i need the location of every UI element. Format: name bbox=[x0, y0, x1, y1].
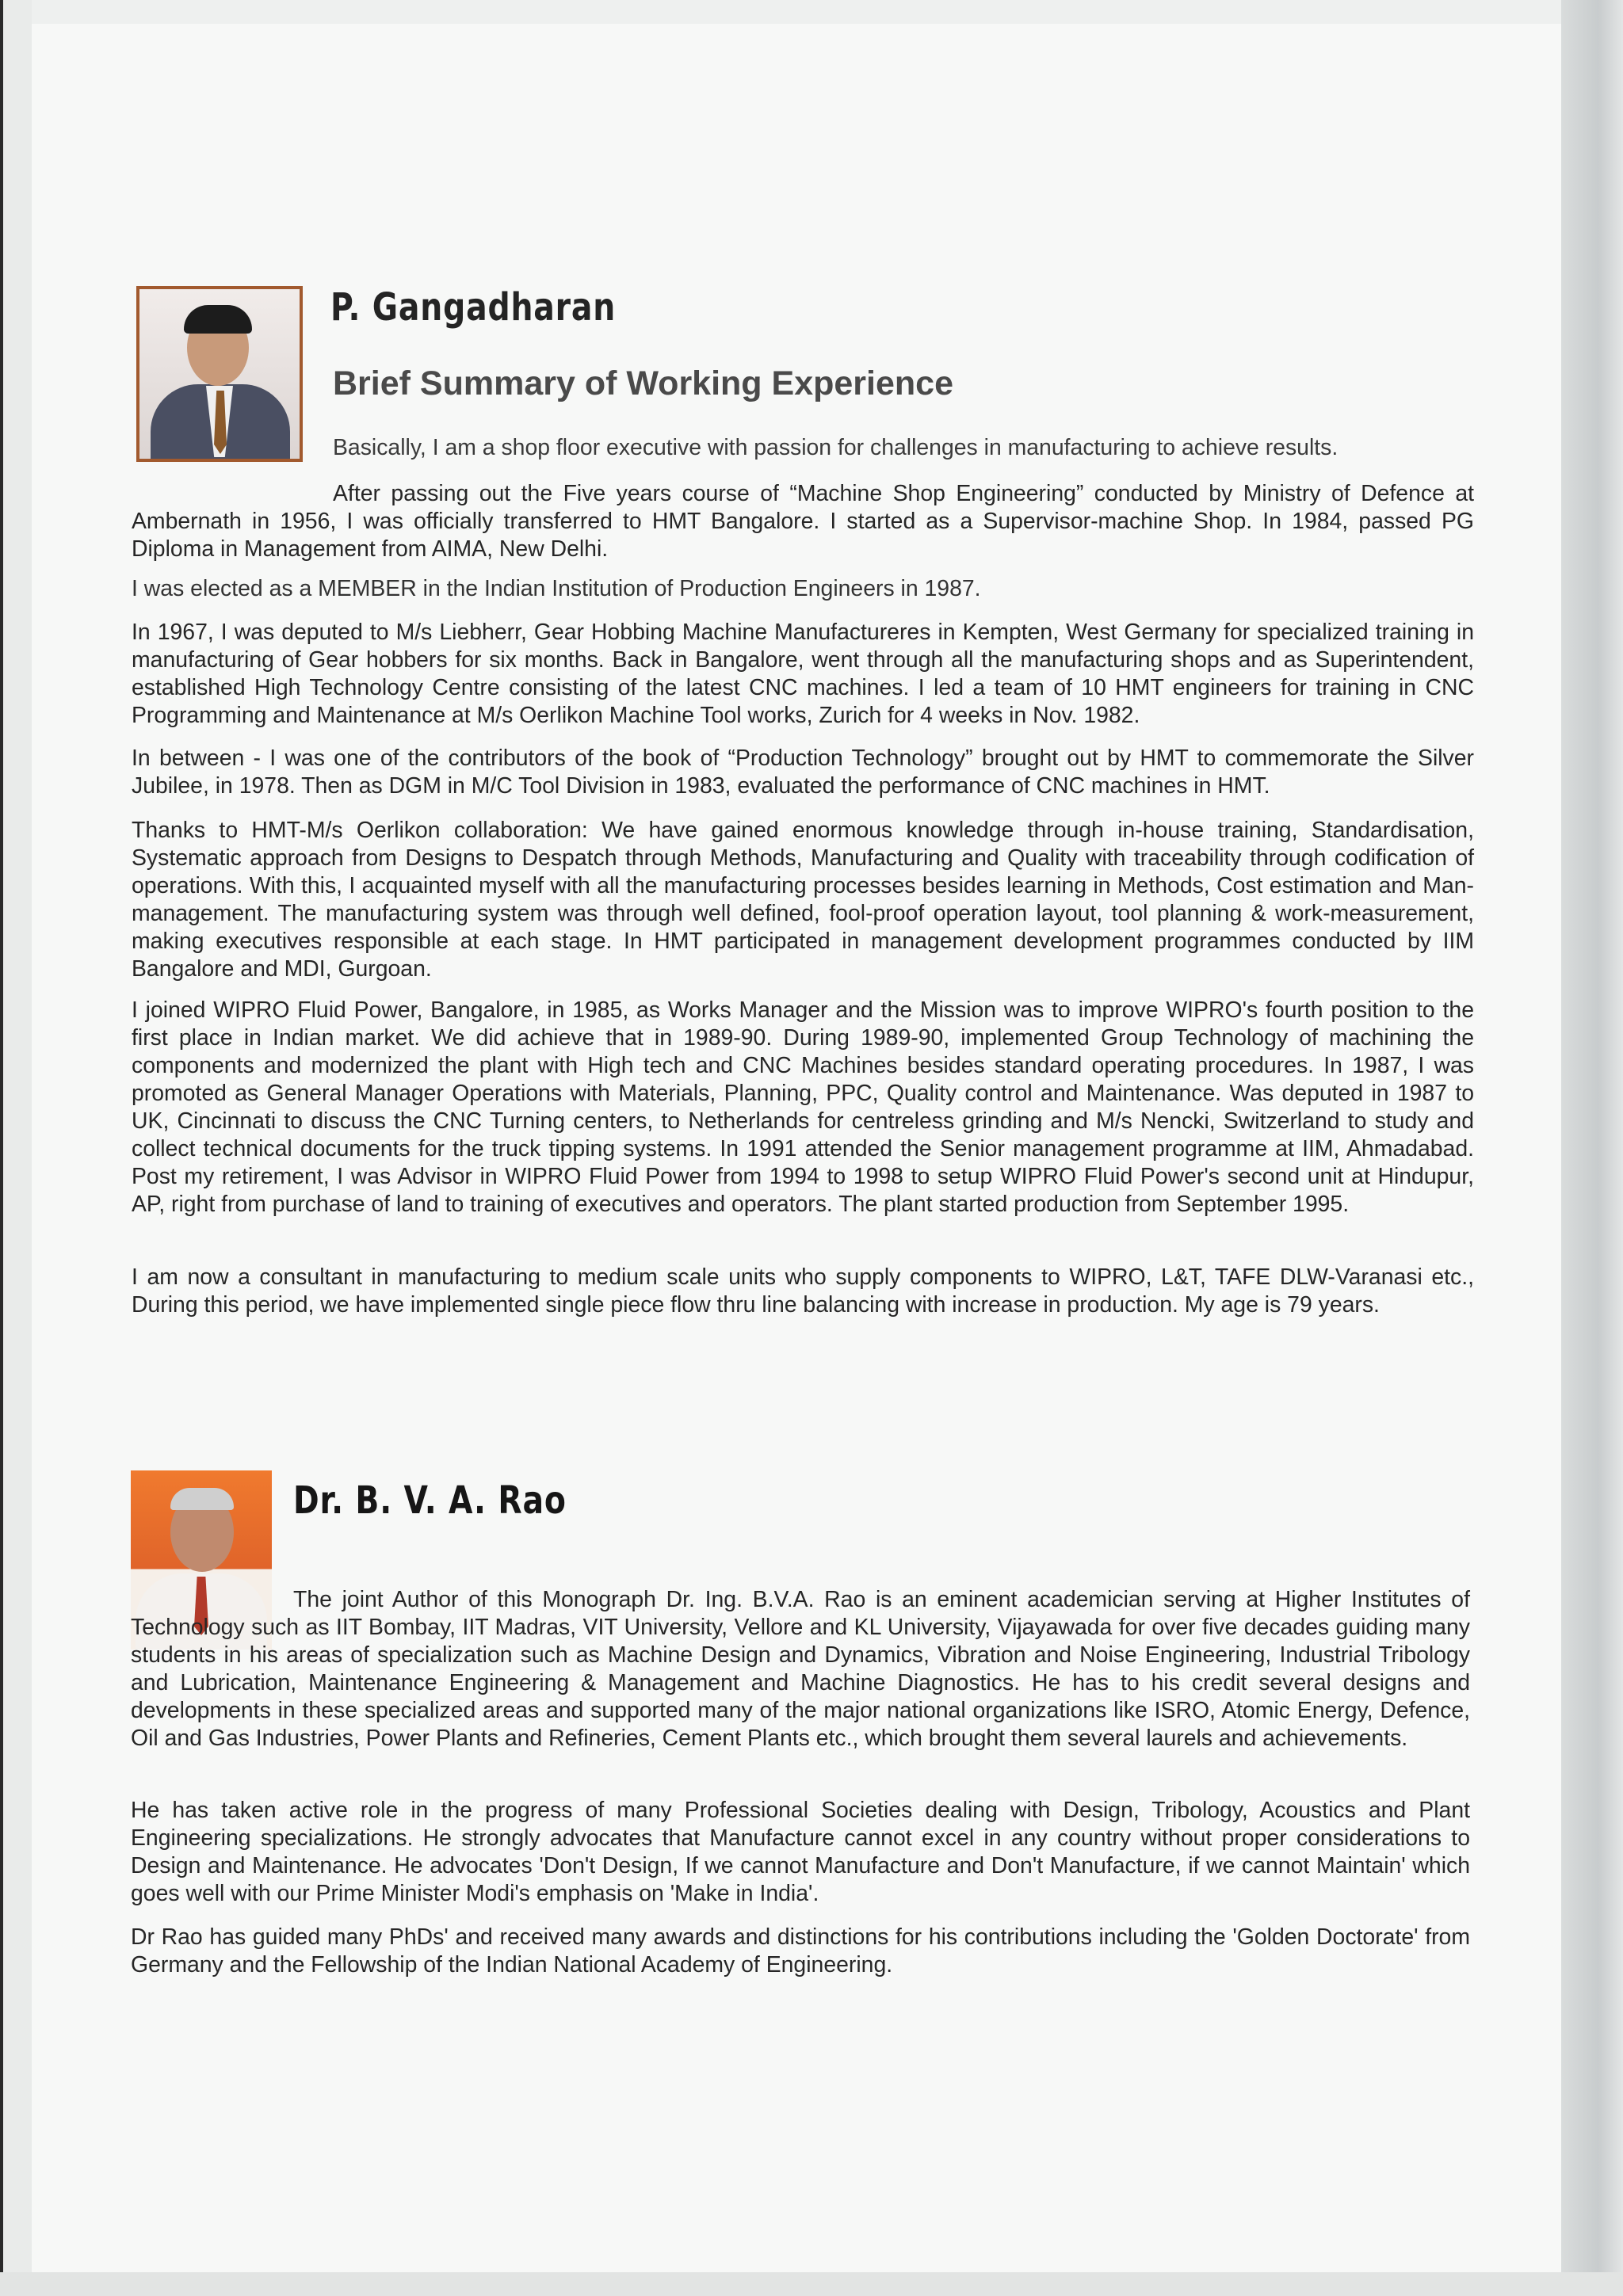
paragraph-book-contribution: In between - I was one of the contributors of the book of “Production Technology” brought out by HMT to commemorate the Silver Jubilee, in 1978. Then as DGM in M/C Tool Division in 1983, evaluated the performance of CNC machines in HMT. bbox=[132, 746, 1474, 799]
paragraph-rao-awards: Dr Rao has guided many PhDs' and received many awards and distinctions for his contributions including the 'Golden Doctorate' from Germany and the Fellowship of the Indian National Academy of Engineering. bbox=[131, 1924, 1470, 1978]
page-edge-bottom bbox=[0, 2272, 1623, 2296]
paragraph-membership: I was elected as a MEMBER in the Indian Institution of Production Engineers in 1987. bbox=[132, 576, 981, 601]
paragraph-consultant: I am now a consultant in manufacturing to medium scale units who supply components to WIPRO, L&T, TAFE DLW-Varanasi etc., During this period, we have implemented single piece flow thru line balancing with increase in production. My age is 79 years. bbox=[132, 1264, 1474, 1318]
paragraph-germany-training: In 1967, I was deputed to M/s Liebherr, Gear Hobbing Machine Manufactureres in Kempten, West Germany for specialized training in manufacturing of Gear hobbers for six months. Back in Bangalore, went through all the manufacturing shops and as Superintendent, established High Technology Centre consisting of the latest CNC machines. I led a team of 10 HMT engineers for training in CNC Programming and Maintenance at M/s Oerlikon Machine Tool works, Zurich for 4 weeks in Nov. 1982. bbox=[132, 620, 1474, 728]
page-edge-right bbox=[1561, 0, 1623, 2296]
portrait-hair bbox=[184, 305, 252, 334]
paragraph-wipro-career: I joined WIPRO Fluid Power, Bangalore, in 1985, as Works Manager and the Mission was to improve WIPRO's fourth position to the first place in Indian market. We did achieve that in 1989-90. During 1989-90, implemented Group Technology of machining the components and modernized the plant with High tech and CNC Machines besides standard operating procedures. In 1987, I was promoted as General Manager Operations with Materials, Planning, PPC, Quality control and Maintenance. Was deputed in 1987 to UK, Cincinnati to discuss the CNC Turning centers, to Netherlands for centreless grinding and M/s Nencki, Switzerland to study and collect technical documents for the truck tipping systems. In 1991 attended the Senior management programme at IIM, Ahmadabad. Post my retirement, I was Advisor in WIPRO Fluid Power from 1994 to 1998 to setup WIPRO Fluid Power's second unit at Hindupur, AP, right from purchase of land to training of executives and operators. The plant started production from September 1995. bbox=[132, 997, 1474, 1217]
portrait-photo-gangadharan bbox=[136, 286, 303, 462]
paragraph-education: After passing out the Five years course of “Machine Shop Engineering” conducted by Ministry of Defence at Ambernath in 1956, I was officially transferred to HMT Bangalore. I started as a Supervisor-machine Shop. In 1984, passed PG Diploma in Management from AIMA, New Delhi. bbox=[132, 481, 1474, 562]
paragraph-oerlikon-collaboration: Thanks to HMT-M/s Oerlikon collaboration: We have gained enormous knowledge through in-house training, Standardisation, Systematic approach from Designs to Despatch through Methods, Manufacturing and Quality with traceability through codification of operations. With this, I acquainted myself with all the manufacturing processes besides learning in Methods, Cost estimation and Man-management. The manufacturing system was through well defined, fool-proof operation layout, tool planning & work-measurement, making executives responsible at each stage. In HMT participated in management development programmes conducted by IIM Bangalore and MDI, Gurgoan. bbox=[132, 818, 1474, 982]
portrait-hair bbox=[170, 1488, 234, 1510]
book-spine-shadow bbox=[0, 0, 32, 2296]
paragraph-rao-intro: The joint Author of this Monograph Dr. Ing. B.V.A. Rao is an eminent academician serving at Higher Institutes of Technology such as IIT Bombay, IIT Madras, VIT University, Vellore and KL University, Vijayawada for over five decades guiding many students in his areas of specialization such as Machine Design and Dynamics, Vibration and Noise Engineering, Industrial Tribology and Lubrication, Maintenance Engineering & Management and Machine Diagnostics. He has to his credit several designs and developments in these specialized areas and supported many of the major national organizations like ISRO, Atomic Energy, Defence, Oil and Gas Industries, Power Plants and Refineries, Cement Plants etc., which brought them several laurels and achievements. bbox=[131, 1587, 1470, 1751]
person-name-gangadharan: P. Gangadharan bbox=[330, 285, 617, 330]
paragraph-rao-societies: He has taken active role in the progress of many Professional Societies dealing with Design, Tribology, Acoustics and Plant Engineering specializations. He strongly advocates that Manufacture cannot excel in any country without proper considerations to Design and Maintenance. He advocates 'Don't Design, If we cannot Manufacture and Don't Manufacture, if we cannot Maintain' which goes well with our Prime Minister Modi's emphasis on 'Make in India'. bbox=[131, 1798, 1470, 1906]
paragraph-basically: Basically, I am a shop floor executive with passion for challenges in manufacturing to achieve results. bbox=[333, 435, 1338, 460]
person-name-rao: Dr. B. V. A. Rao bbox=[293, 1478, 567, 1523]
section-subtitle: Brief Summary of Working Experience bbox=[333, 364, 953, 402]
